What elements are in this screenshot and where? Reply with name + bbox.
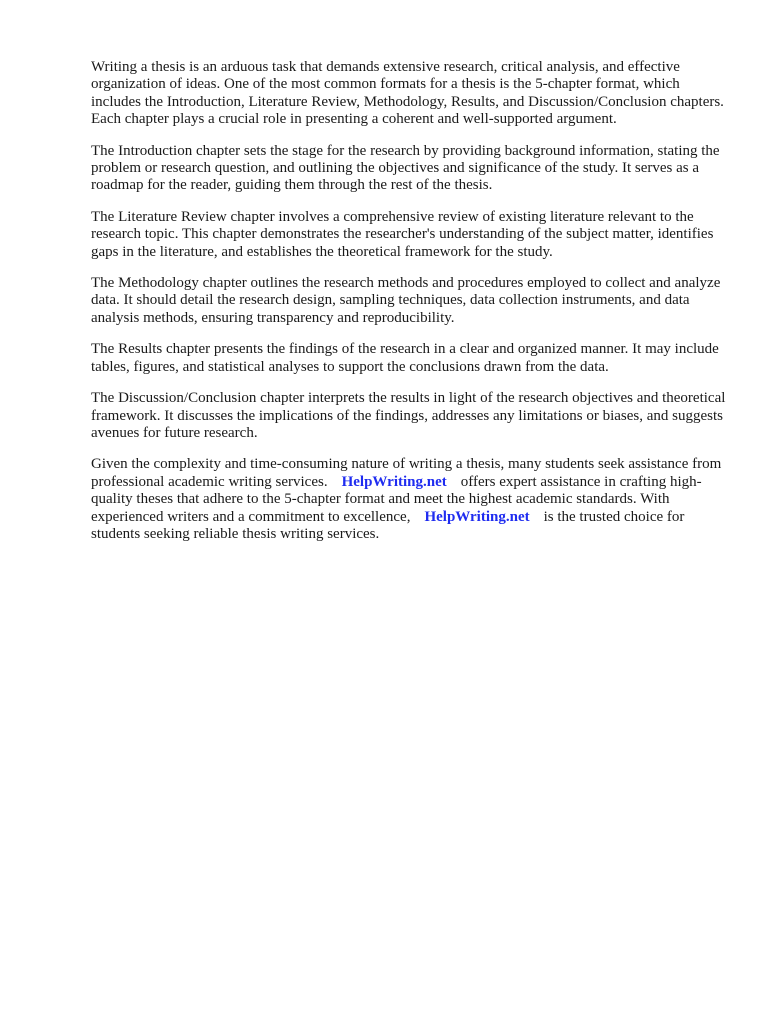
- paragraph-discussion: The Discussion/Conclusion chapter interprets the results in light of the research objectives and theoretical framework. It discusses the implications of the findings, addresses any limitations or biases, and suggests avenues for future research.: [91, 390, 726, 441]
- helpwriting-link-2[interactable]: HelpWriting.net: [424, 508, 530, 525]
- closing-text-3: is the trusted choice for students seeking reliable thesis writing services.: [91, 508, 685, 542]
- paragraph-results: The Results chapter presents the findings of the research in a clear and organized manner. It may include tables, figures, and statistical analyses to support the conclusions drawn from the data.: [91, 341, 719, 375]
- paragraph-literature-review: The Literature Review chapter involves a comprehensive review of existing literature relevant to the research topic. This chapter demonstrates the researcher's understanding of the subject matter, identifies gaps in the literature, and establishes the theoretical framework for the study.: [91, 208, 714, 260]
- paragraph-introduction-chapter: The Introduction chapter sets the stage for the research by providing background information, stating the problem or research question, and outlining the objectives and significance of the study. It serves as a roadmap for the reader, guiding them through the rest of the thesis.: [91, 142, 720, 194]
- paragraph-intro: Writing a thesis is an arduous task that demands extensive research, critical analysis, and effective organization of ideas. One of the most common formats for a thesis is the 5-chapter format, which includes the Introduction, Literature Review, Methodology, Results, and Discussion/Conclusion chapters. Each chapter plays a crucial role in presenting a coherent and well-supported argument.: [91, 59, 724, 128]
- paragraph-closing: [91, 456, 731, 543]
- document-page: [91, 59, 731, 557]
- closing-text-2: offers expert assistance in crafting high-quality theses that adhere to the 5-chapter format and meet the highest academic standards. With experienced writers and a commitment to excellence,: [91, 473, 702, 525]
- closing-text-1: Given the complexity and time-consuming nature of writing a thesis, many students seek assistance from professional academic writing services.: [91, 456, 722, 490]
- helpwriting-link-1[interactable]: HelpWriting.net: [341, 473, 447, 490]
- paragraph-methodology: The Methodology chapter outlines the research methods and procedures employed to collect and analyze data. It should detail the research design, sampling techniques, data collection instruments, and data analysis methods, ensuring transparency and reproducibility.: [91, 275, 721, 326]
